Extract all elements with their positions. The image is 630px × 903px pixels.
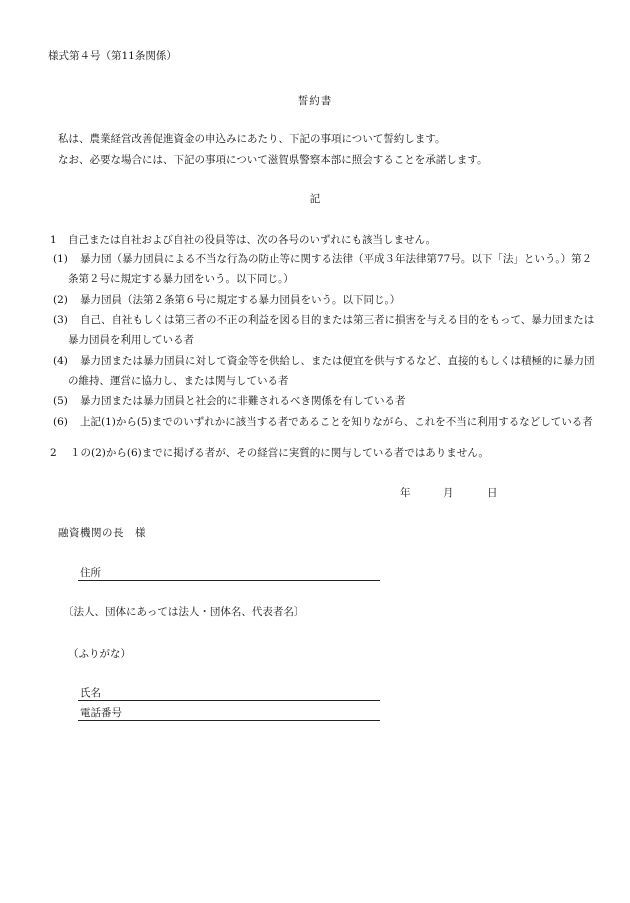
item-text-line-1: 上記(1)から(5)までのいずれかに該当する者であることを知りながら、これを不当に利用するなどしている者 [80,416,593,428]
item-text-line-1: 暴力団員（法第２条第６号に規定する暴力団員をいう。以下同じ。） [80,294,401,306]
address-label: 住所 [80,567,101,579]
item-text-line-1: 暴力団（暴力団員による不当な行為の防止等に関する法律（平成３年法律第77号。以下「法」という。）第２ [80,253,593,265]
item-text-line-2: 条第２号に規定する暴力団をいう。以下同じ。） [68,273,294,285]
section-1-number: 1 [50,234,57,246]
name-label: 氏名 [80,687,101,699]
date-day-label: 日 [487,487,498,499]
intro-line-2: なお、必要な場合には、下記の事項について滋賀県警察本部に照会することを承諾します。 [58,154,488,166]
item-text-line-1: 暴力団または暴力団員に対して資金等を供給し、または便宜を供与するなど、直接的もしくは積極的に暴力団 [80,355,595,367]
phone-underline[interactable] [78,720,380,721]
item-number: (2) [53,294,68,306]
item-number: (6) [53,416,68,428]
item-number: (1) [53,253,68,265]
date-year-label: 年 [400,487,411,499]
addressee: 融資機関の長 様 [58,527,146,539]
item-number: (3) [53,314,68,326]
intro-line-1: 私は、農業経営改善促進資金の申込みにあたり、下記の事項について誓約します。 [58,133,446,145]
section-1-text: 自己または自社および自社の役員等は、次の各号のいずれにも該当しません。 [68,234,437,246]
phone-label: 電話番号 [80,707,122,719]
item-number: (4) [53,355,68,367]
section-2-text: １の(2)から(6)までに掲げる者が、その経営に実質的に関与している者ではありません。 [70,447,489,459]
corporate-note: 〔法人、団体にあっては法人・団体名、代表者名〕 [63,606,305,618]
address-underline[interactable] [78,580,380,581]
ki-heading: 記 [309,193,321,205]
item-text-line-2: の維持、運営に協力し、または関与している者 [68,375,289,387]
section-2-number: 2 [50,447,57,459]
item-text-line-2: 暴力団員を利用している者 [68,334,194,346]
item-text-line-1: 自己、自社もしくは第三者の不正の利益を図る目的または第三者に損害を与える目的をもって、暴力団または [80,314,595,326]
furigana-label: （ふりがな） [68,648,131,660]
item-number: (5) [53,395,68,407]
item-text-line-1: 暴力団または暴力団員と社会的に非難されるべき関係を有している者 [80,395,406,407]
name-underline[interactable] [78,700,380,701]
date-month-label: 月 [443,487,454,499]
form-number: 様式第４号（第11条関係） [48,50,177,62]
document-title: 誓約書 [297,95,333,107]
